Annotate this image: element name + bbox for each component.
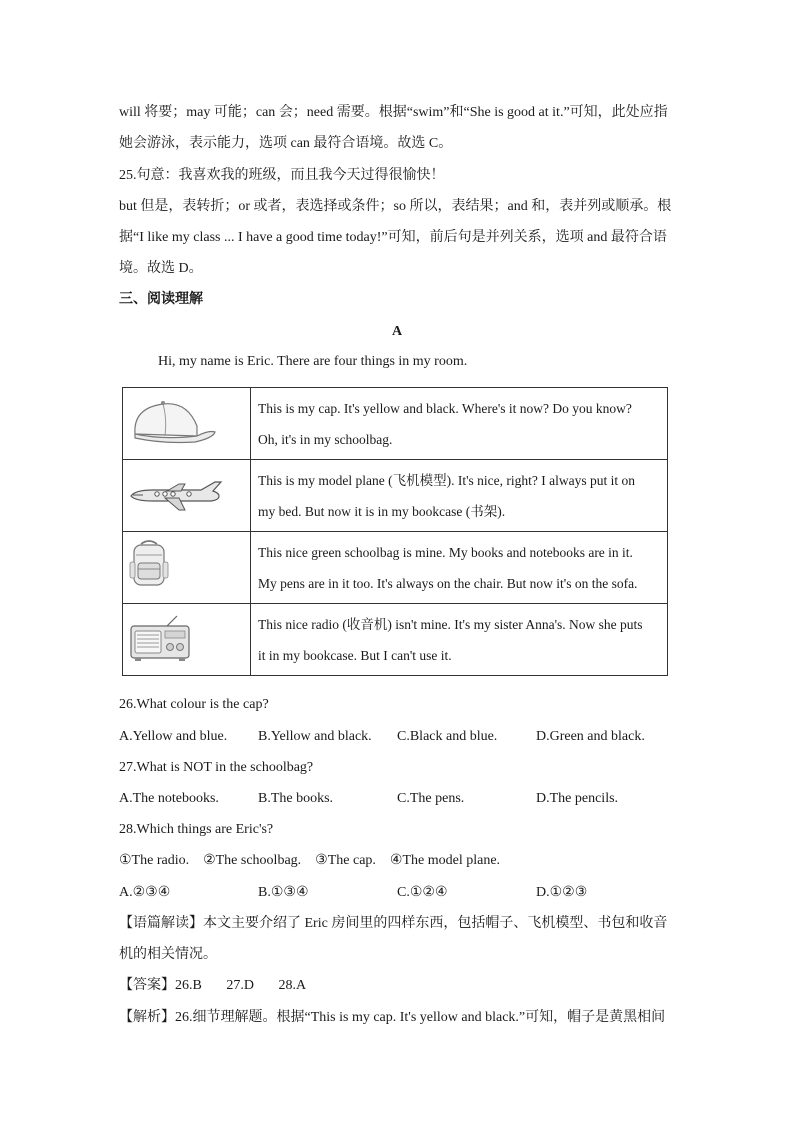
row-text-1: This is my cap. It's yellow and black. Where's it now? Do you know? [258,400,632,416]
q25-explain-2: 据“I like my class ... I have a good time today!”可知，前后句是并列关系，选项 and 最符合语 [119,230,667,245]
q27-option-c: C.The pens. [397,791,465,806]
q26-option-c: C.Black and blue. [397,729,498,744]
q25-explain-3: 境。故选 D。 [119,261,203,276]
row-text-1: This nice green schoolbag is mine. My books and notebooks are in it. [258,544,633,560]
row-text-2: it in my bookcase. But I can't use it. [258,647,452,663]
passage-label: A [391,324,403,339]
q26-option-a: A.Yellow and blue. [119,729,228,744]
passage-intro: Hi, my name is Eric. There are four things in my room. [158,354,468,369]
radio-description [251,604,668,676]
items-table [122,387,668,676]
answer-line: 【答案】26.B 27.D 28.A [119,978,307,993]
q28-stem: 28.Which things are Eric's? [119,822,274,837]
q28-option-a: A.②③④ [119,885,171,900]
q28-option-c: C.①②④ [397,885,448,900]
q28-option-b: B.①③④ [258,885,309,900]
q26-option-b: B.Yellow and black. [258,729,372,744]
line-prev-2: 她会游泳，表示能力，选项 can 最符合语境。故选 C。 [119,136,453,151]
q28-option-d: D.①②③ [536,885,588,900]
q26-option-d: D.Green and black. [536,729,645,744]
section-heading: 三、阅读理解 [119,292,203,307]
q25-explain-1: but 但是，表转折；or 或者，表选择或条件；so 所以，表结果；and 和，表并列或顺承。根 [119,199,672,214]
plane-cell [123,460,251,532]
summary-line-1: 【语篇解读】本文主要介绍了 Eric 房间里的四样东西，包括帽子、飞机模型、书包和收音 [119,916,668,931]
row-text-1: This nice radio (收音机) isn't mine. It's my sister Anna's. Now she puts [258,616,643,632]
model-plane-icon [123,460,250,531]
q27-stem: 27.What is NOT in the schoolbag? [119,760,314,775]
q27-option-a: A.The notebooks. [119,791,219,806]
cap-description [251,388,668,460]
summary-line-2: 机的相关情况。 [119,947,217,962]
schoolbag-icon [123,532,250,603]
q28-items: ①The radio. ②The schoolbag. ③The cap. ④The model plane. [119,853,501,868]
line-prev-1: will 将要；may 可能；can 会；need 需要。根据“swim”和“She is good at it.”可知，此处应指 [119,105,668,120]
q27-option-b: B.The books. [258,791,334,806]
radio-icon [123,604,250,675]
schoolbag-description [251,532,668,604]
q27-option-d: D.The pencils. [536,791,619,806]
table-row [123,604,668,676]
row-text-2: My pens are in it too. It's always on the chair. But now it's on the sofa. [258,575,638,591]
explanation-line: 【解析】26.细节理解题。根据“This is my cap. It's yellow and black.”可知，帽子是黄黑相间 [119,1010,666,1025]
table-row [123,460,668,532]
q25-translation: 25.句意：我喜欢我的班级，而且我今天过得很愉快！ [119,168,445,183]
cap-cell [123,388,251,460]
table-row [123,388,668,460]
plane-description [251,460,668,532]
row-text-1: This is my model plane (飞机模型). It's nice, right? I always put it on [258,472,635,488]
q26-stem: 26.What colour is the cap? [119,697,269,712]
row-text-2: Oh, it's in my schoolbag. [258,431,393,447]
schoolbag-cell [123,532,251,604]
cap-icon [123,388,250,459]
table-row [123,532,668,604]
radio-cell [123,604,251,676]
row-text-2: my bed. But now it is in my bookcase (书架). [258,503,506,519]
